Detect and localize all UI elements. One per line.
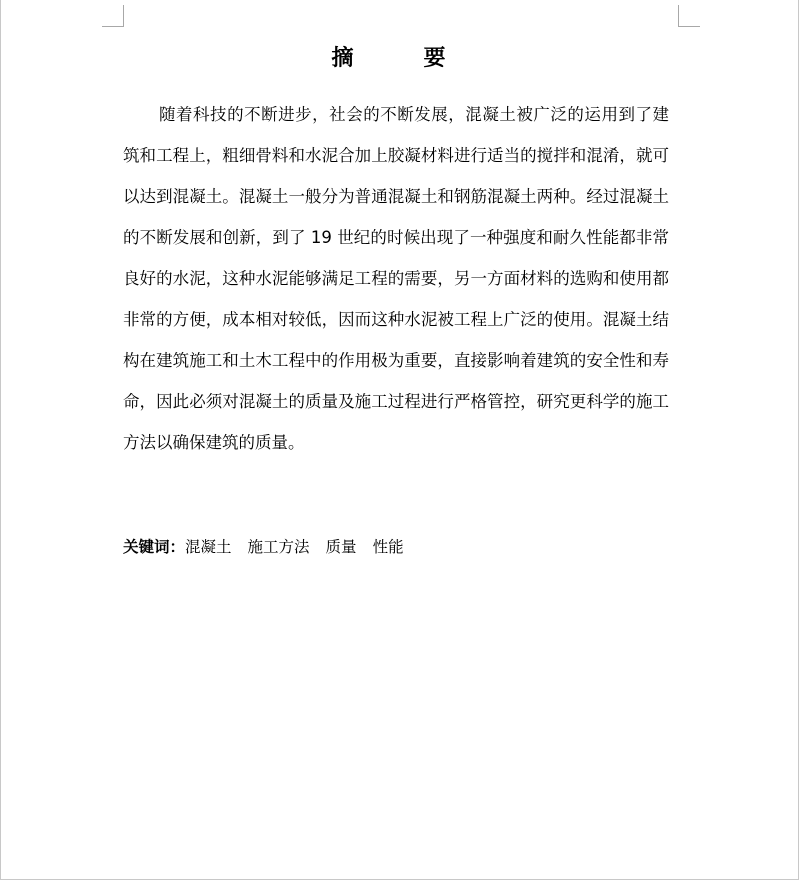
keywords-label: 关键词： — [123, 538, 186, 556]
keyword-item: 施工方法 — [247, 538, 310, 556]
keyword-item: 混凝土 — [185, 538, 232, 556]
keyword-item: 质量 — [325, 538, 357, 556]
margin-corner-mark-top-right — [678, 5, 700, 27]
abstract-body: 随着科技的不断进步，社会的不断发展，混凝土被广泛的运用到了建筑和工程上，粗细骨料和水泥合加上胶凝材料进行适当的搅拌和混淆，就可以达到混凝土。混凝土一般分为普通混凝土和钢筋混凝土两种。经过混凝土的不断发展和创新，到了 19 世纪的时候出现了一种强度和耐久性能都非常良好的水泥，这种水泥能够满足工程的需要，另一方面材料的选购和使用都非常的方便，成本相对较低，因而这种水泥被工程上广泛的使用。混凝土结构在建筑施工和土木工程中的作用极为重要，直接影响着建筑的安全性和寿命，因此必须对混凝土的质量及施工过程进行严格管控，研究更科学的施工方法以确保建筑的质量。 — [123, 105, 669, 452]
keyword-item: 性能 — [372, 538, 404, 556]
keywords-line — [123, 535, 669, 559]
margin-corner-mark-top-left — [102, 5, 124, 27]
abstract-heading: 摘 要 — [331, 46, 470, 71]
